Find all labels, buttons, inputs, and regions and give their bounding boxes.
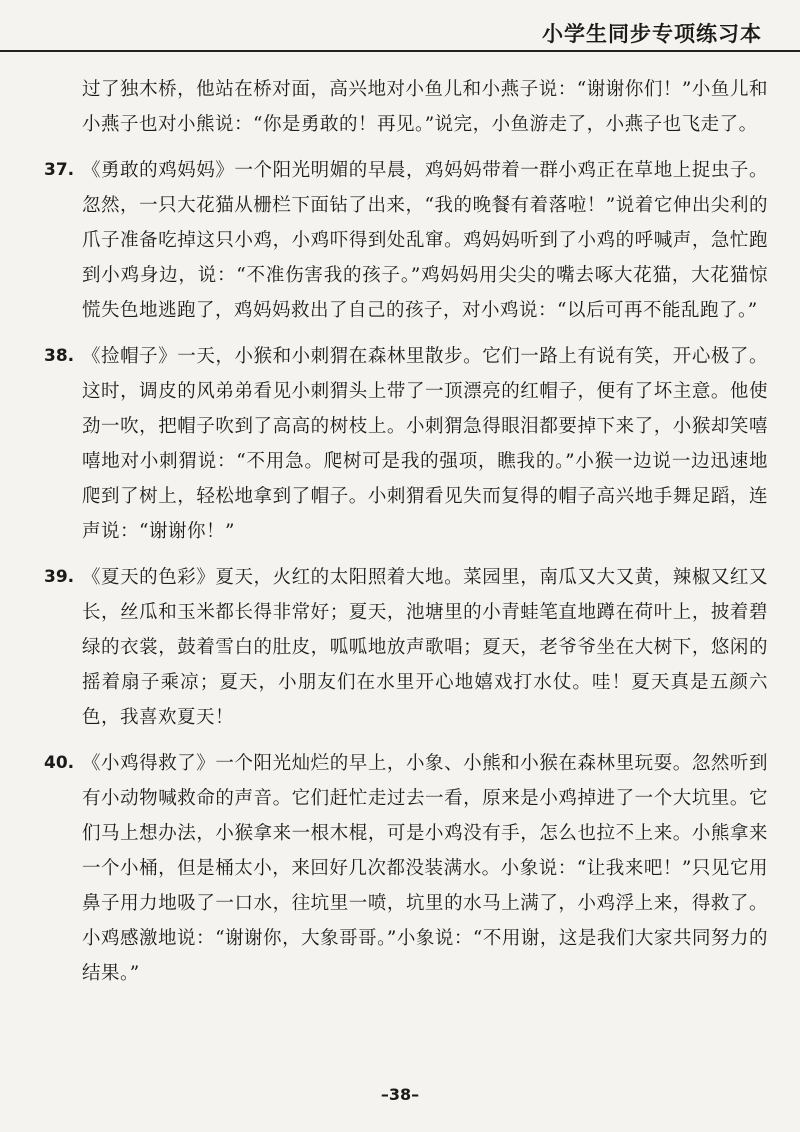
exercise-item-39 — [44, 560, 768, 735]
header-rule — [0, 50, 800, 52]
item-text: 《勇敢的鸡妈妈》一个阳光明媚的早晨，鸡妈妈带着一群小鸡正在草地上捉虫子。忽然，一只大花猫从栅栏下面钻了出来，“我的晚餐有着落啦！”说着它伸出尖利的爪子准备吃掉这只小鸡，小鸡吓得到处乱窜。鸡妈妈听到了小鸡的呼喊声，急忙跑到小鸡身边，说：“不准伤害我的孩子。”鸡妈妈用尖尖的嘴去啄大花猫，大花猫惊慌失色地逃跑了，鸡妈妈救出了自己的孩子，对小鸡说：“以后可再不能乱跑了。” — [82, 160, 768, 321]
exercise-item-37 — [44, 153, 768, 328]
item-text: 《夏天的色彩》夏天，火红的太阳照着大地。菜园里，南瓜又大又黄，辣椒又红又长，丝瓜和玉米都长得非常好；夏天，池塘里的小青蛙笔直地蹲在荷叶上，披着碧绿的衣裳，鼓着雪白的肚皮，呱呱地放声歌唱；夏天，老爷爷坐在大树下，悠闲的摇着扇子乘凉；夏天，小朋友们在水里开心地嬉戏打水仗。哇！夏天真是五颜六色，我喜欢夏天！ — [82, 567, 768, 728]
continuation-paragraph: 过了独木桥，他站在桥对面，高兴地对小鱼儿和小燕子说：“谢谢你们！”小鱼儿和小燕子也对小熊说：“你是勇敢的！再见。”说完，小鱼游走了，小燕子也飞走了。 — [82, 79, 768, 135]
page-number: –38– — [380, 1085, 420, 1104]
item-text: 《小鸡得救了》一个阳光灿烂的早上，小象、小熊和小猴在森林里玩耍。忽然听到有小动物喊救命的声音。它们赶忙走过去一看，原来是小鸡掉进了一个大坑里。它们马上想办法，小猴拿来一根木棍，可是小鸡没有手，怎么也拉不上来。小熊拿来一个小桶，但是桶太小，来回好几次都没装满水。小象说：“让我来吧！”只见它用鼻子用力地吸了一口水，往坑里一喷，坑里的水马上满了，小鸡浮上来，得救了。小鸡感激地说：“谢谢你，大象哥哥。”小象说：“不用谢，这是我们大家共同努力的结果。” — [82, 753, 768, 984]
exercise-item-38 — [44, 339, 768, 549]
item-number: 40. — [44, 753, 75, 773]
item-number: 38. — [44, 346, 75, 366]
item-text: 《捡帽子》一天，小猴和小刺猬在森林里散步。它们一路上有说有笑，开心极了。这时，调皮的风弟弟看见小刺猬头上带了一顶漂亮的红帽子，便有了坏主意。他使劲一吹，把帽子吹到了高高的树枝上。小刺猬急得眼泪都要掉下来了，小猴却笑嘻嘻地对小刺猬说：“不用急。爬树可是我的强项，瞧我的。”小猴一边说一边迅速地爬到了树上，轻松地拿到了帽子。小刺猬看见失而复得的帽子高兴地手舞足蹈，连声说：“谢谢你！” — [82, 346, 768, 542]
item-number: 37. — [44, 160, 75, 180]
item-number: 39. — [44, 567, 75, 587]
page-content — [44, 72, 768, 1002]
exercise-item-40 — [44, 746, 768, 991]
header-title: 小学生同步专项练习本 — [536, 18, 768, 48]
